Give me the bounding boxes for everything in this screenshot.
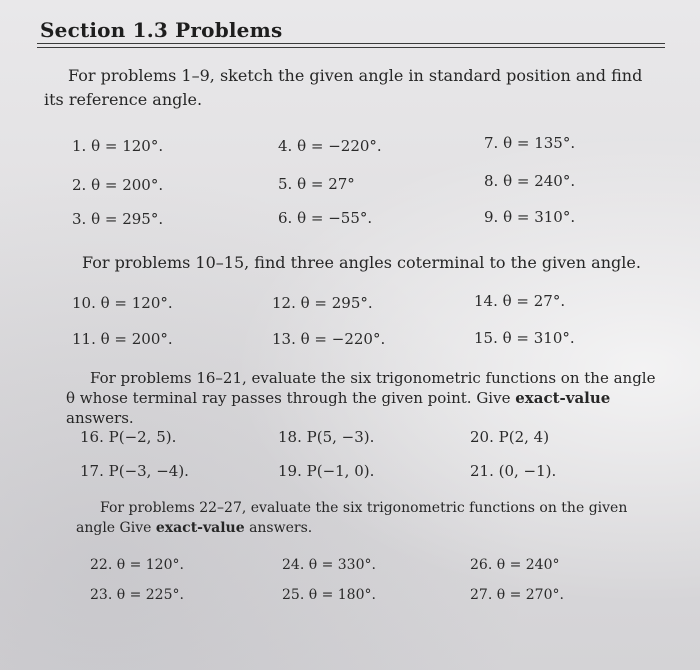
instruction-16-21-emphasis: exact-value xyxy=(515,389,611,407)
problem-13: 13. θ = −220°. xyxy=(272,330,386,348)
title-rule-secondary xyxy=(37,47,665,48)
problem-10: 10. θ = 120°. xyxy=(72,294,173,312)
section-title: Section 1.3 Problems xyxy=(40,18,283,42)
problem-24: 24. θ = 330°. xyxy=(282,557,376,573)
problem-22: 22. θ = 120°. xyxy=(90,557,184,573)
problem-2: 2. θ = 200°. xyxy=(72,176,164,194)
problem-19: 19. P(−1, 0). xyxy=(278,462,375,480)
problem-9: 9. θ = 310°. xyxy=(484,208,576,226)
problem-8: 8. θ = 240°. xyxy=(484,172,576,190)
instruction-16-21-text: For problems 16–21, evaluate the six trigonometric functions on the angle θ whose terminal ray passes through the given point. Give xyxy=(66,369,656,407)
problem-4: 4. θ = −220°. xyxy=(278,137,382,155)
problem-23: 23. θ = 225°. xyxy=(90,587,184,603)
problem-26: 26. θ = 240° xyxy=(470,557,560,573)
problem-1: 1. θ = 120°. xyxy=(72,137,164,155)
instruction-problems-22-27 xyxy=(76,498,646,538)
instruction-22-27-emphasis: exact-value xyxy=(155,520,245,536)
problem-7: 7. θ = 135°. xyxy=(484,134,576,152)
problem-21: 21. (0, −1). xyxy=(470,462,557,480)
problem-14: 14. θ = 27°. xyxy=(474,292,566,310)
problem-16: 16. P(−2, 5). xyxy=(80,428,177,446)
problem-15: 15. θ = 310°. xyxy=(474,329,575,347)
problem-20: 20. P(2, 4) xyxy=(470,428,550,446)
problem-27: 27. θ = 270°. xyxy=(470,587,564,603)
problem-17: 17. P(−3, −4). xyxy=(80,462,189,480)
problem-25: 25. θ = 180°. xyxy=(282,587,376,603)
problem-5: 5. θ = 27° xyxy=(278,175,355,193)
instruction-problems-16-21 xyxy=(66,368,656,428)
instruction-22-27-text: For problems 22–27, evaluate the six trigonometric functions on the given angle Give xyxy=(76,500,628,536)
title-rule xyxy=(37,43,665,44)
problem-6: 6. θ = −55°. xyxy=(278,209,373,227)
problem-11: 11. θ = 200°. xyxy=(72,330,173,348)
instruction-problems-1-9: For problems 1–9, sketch the given angle in standard position and find its reference angle. xyxy=(44,66,643,109)
problem-18: 18. P(5, −3). xyxy=(278,428,375,446)
problem-3: 3. θ = 295°. xyxy=(72,210,164,228)
instruction-problems-10-15: For problems 10–15, find three angles coterminal to the given angle. xyxy=(82,253,641,272)
instruction-22-27-tail: answers. xyxy=(249,520,313,536)
problem-12: 12. θ = 295°. xyxy=(272,294,373,312)
instruction-16-21-tail: answers. xyxy=(66,409,134,427)
